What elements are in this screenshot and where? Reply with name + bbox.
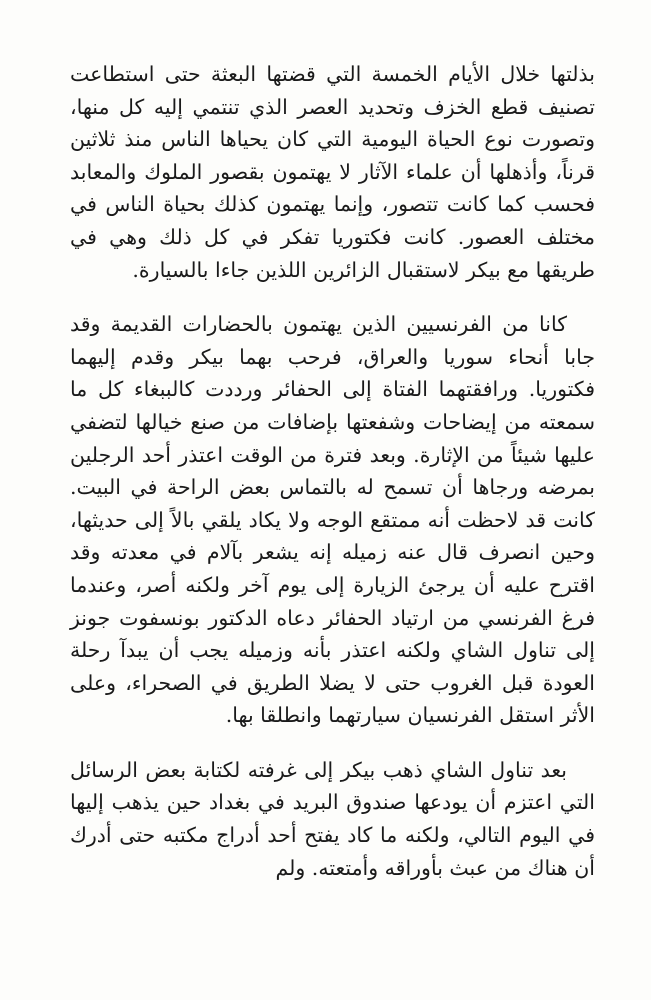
paragraph-3: بعد تناول الشاي ذهب بيكر إلى غرفته لكتابة بعض الرسائل التي اعتزم أن يودعها صندوق البريد في بغداد حين يذهب إليها في اليوم التالي، ولكنه ما كاد يفتح أحد أدراج مكتبه حتى أدرك أن هناك من عبث بأوراقه وأمتعته. ولم (70, 757, 595, 880)
paragraph-2: كانا من الفرنسيين الذين يهتمون بالحضارات القديمة وقد جابا أنحاء سوريا والعراق، فرحب بهما بيكر وقدم إليهما فكتوريا. ورافقتهما الفتاة إلى الحفائر ورددت كالببغاء كل ما سمعته من إيضاحات وشفعتها بإضافات من صنع خيالها لتضفي عليها شيئاً من الإثارة. وبعد فترة من الوقت اعتذر أحد الرجلين بمرضه ورجاها أن تسمح له بالتماس بعض الراحة في البيت. كانت قد لاحظت أنه ممتقع الوجه ولا يكاد يلقي بالاً إلى حديثها، وحين انصرف قال عنه زميله إنه يشعر بآلام في معدته وقد اقترح عليه أن يرجئ الزيارة إلى يوم آخر ولكنه أصر، وعندما فرغ الفرنسي من ارتياد الحفائر دعاه الدكتور بونسفوت جونز إلى تناول الشاي ولكنه اعتذر بأنه وزميله يجب أن يبدآ رحلة العودة قبل الغروب حتى لا يضلا الطريق في الصحراء، وعلى الأثر استقل الفرنسيان سيارتهما وانطلقا بها. (70, 312, 595, 728)
book-page-body (70, 58, 595, 906)
paragraph-1: بذلتها خلال الأيام الخمسة التي قضتها البعثة حتى استطاعت تصنيف قطع الخزف وتحديد العصر الذي تنتمي إليه كل منها، وتصورت نوع الحياة اليومية التي كان يحياها الناس منذ ثلاثين قرناً، وأذهلها أن علماء الآثار لا يهتمون بقصور الملوك والمعابد فحسب كما كانت تتصور، وإنما يهتمون كذلك بحياة الناس في مختلف العصور. كانت فكتوريا تفكر في كل ذلك وهي في طريقها مع بيكر لاستقبال الزائرين اللذين جاءا بالسيارة. (70, 62, 595, 282)
